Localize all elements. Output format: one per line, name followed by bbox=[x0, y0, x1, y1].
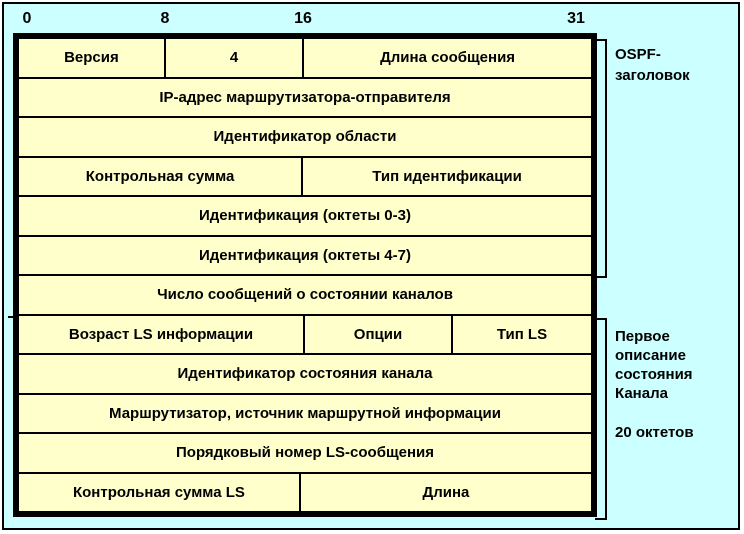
bit-tick-label-8: 8 bbox=[160, 10, 170, 27]
lsa-description-brace bbox=[595, 318, 607, 520]
lsa-description-label bbox=[615, 327, 693, 403]
packet-table bbox=[13, 33, 597, 517]
table-row bbox=[19, 276, 591, 314]
bit-tick-label-0: 0 bbox=[22, 10, 32, 27]
field-cell: Маршрутизатор, источник маршрутной информации bbox=[19, 395, 591, 433]
field-cell: Тип LS bbox=[453, 316, 591, 354]
label-line: состояния bbox=[615, 366, 693, 383]
table-row bbox=[19, 237, 591, 275]
field-cell: 4 bbox=[166, 39, 302, 77]
field-cell: Идентификация (октеты 4-7) bbox=[19, 237, 591, 275]
table-row bbox=[19, 434, 591, 472]
field-cell: Длина bbox=[301, 474, 591, 512]
bit-tick-label-31: 31 bbox=[567, 10, 585, 27]
label-line: заголовок bbox=[615, 67, 690, 84]
field-cell: Контрольная сумма bbox=[19, 158, 301, 196]
field-cell: Возраст LS информации bbox=[19, 316, 303, 354]
octet-count-label: 20 октетов bbox=[615, 424, 694, 441]
field-cell: Длина сообщения bbox=[304, 39, 591, 77]
field-cell: Порядковый номер LS-сообщения bbox=[19, 434, 591, 472]
ospf-header-label bbox=[615, 44, 690, 86]
ospf-header-brace bbox=[597, 39, 607, 278]
table-row bbox=[19, 118, 591, 156]
field-cell: Контрольная сумма LS bbox=[19, 474, 299, 512]
table-row bbox=[19, 395, 591, 433]
table-row bbox=[19, 79, 591, 117]
table-row bbox=[19, 316, 591, 354]
left-boundary-tick bbox=[8, 316, 14, 318]
field-cell: Опции bbox=[305, 316, 451, 354]
table-row bbox=[19, 474, 591, 512]
table-row bbox=[19, 355, 591, 393]
table-row bbox=[19, 197, 591, 235]
field-cell: Тип идентификации bbox=[303, 158, 591, 196]
field-cell: Версия bbox=[19, 39, 164, 77]
label-line: Канала bbox=[615, 385, 668, 402]
table-row bbox=[19, 39, 591, 77]
field-cell: Идентификация (октеты 0-3) bbox=[19, 197, 591, 235]
field-cell: Идентификатор состояния канала bbox=[19, 355, 591, 393]
field-cell: Идентификатор области bbox=[19, 118, 591, 156]
field-cell: Число сообщений о состоянии каналов bbox=[19, 276, 591, 314]
field-cell: IP-адрес маршрутизатора-отправителя bbox=[19, 79, 591, 117]
label-line: Первое bbox=[615, 328, 670, 345]
label-line: OSPF- bbox=[615, 46, 661, 63]
table-row bbox=[19, 158, 591, 196]
bit-tick-label-16: 16 bbox=[294, 10, 312, 27]
label-line: описание bbox=[615, 347, 686, 364]
